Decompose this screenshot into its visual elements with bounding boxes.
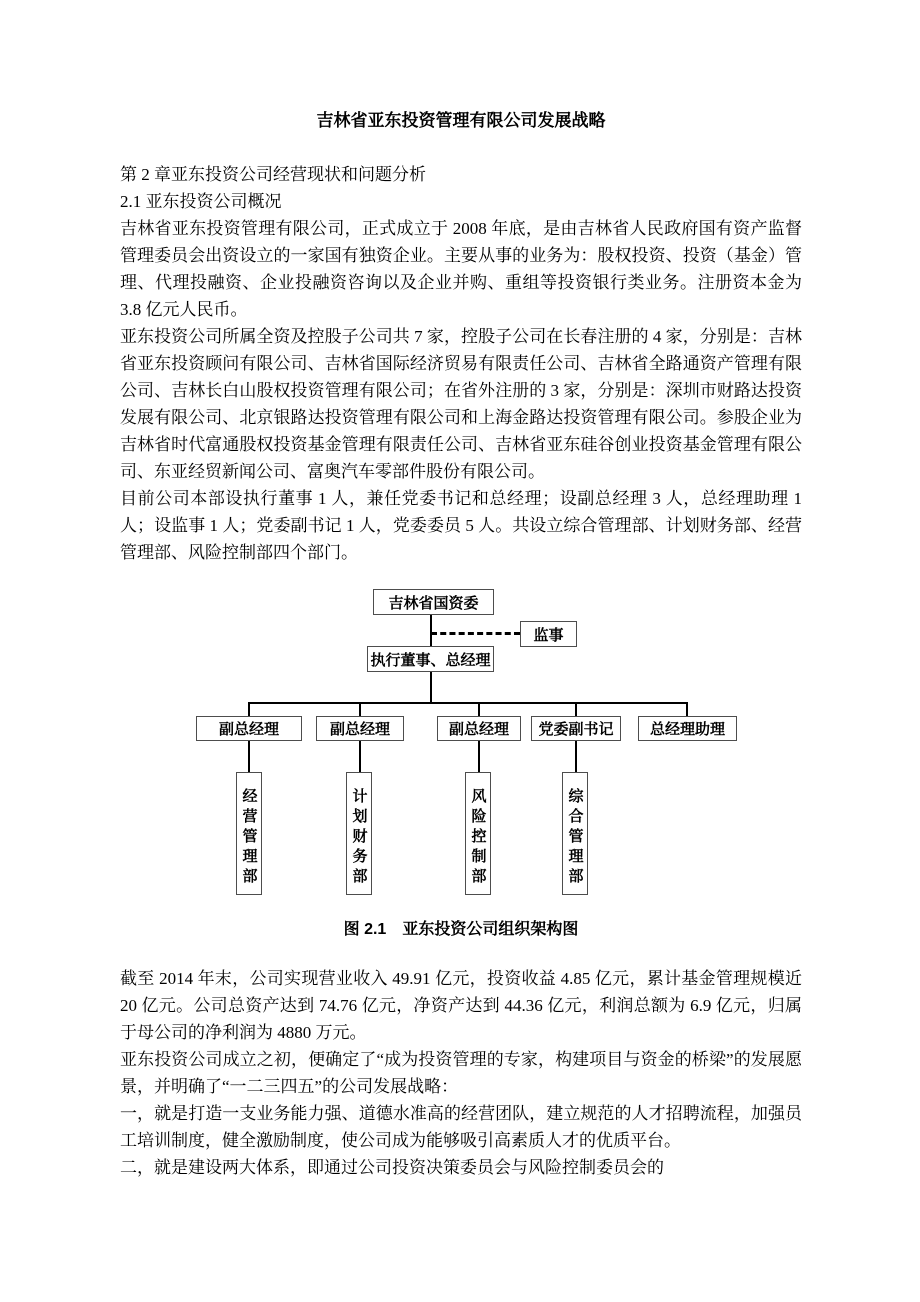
org-node-supervisor: 监事 (520, 621, 577, 647)
connector-line (575, 741, 577, 772)
connector-line (478, 741, 480, 772)
org-node-party-deputy-secretary: 党委副书记 (531, 716, 621, 741)
org-node-root: 吉林省国资委 (373, 589, 494, 615)
org-chart-caption: 图 2.1 亚东投资公司组织架构图 (343, 921, 579, 938)
paragraph-company-overview: 吉林省亚东投资管理有限公司，正式成立于 2008 年底，是由吉林省人民政府国有资产监督管理委员会出资设立的一家国有独资企业。主要从事的业务为：股权投资、投资（基金）管理、代理投融资、企业投融资咨询以及企业并购、重组等投资银行类业务。注册资本金为 3.8 亿元人民币。 (120, 219, 802, 319)
connector-line (478, 702, 480, 716)
connector-line (575, 702, 577, 716)
org-node-dept-operations-mgmt: 经营管理部 (236, 772, 262, 895)
connector-dashed-line (431, 632, 520, 635)
paragraph-strategy-one: 一，就是打造一支业务能力强、道德水准高的经营团队，建立规范的人才招聘流程，加强员工培训制度，健全激励制度，使公司成为能够吸引高素质人才的优质平台。 (120, 1104, 802, 1150)
paragraph-subsidiaries: 亚东投资公司所属全资及控股子公司共 7 家，控股子公司在长春注册的 4 家，分别是：吉林省亚东投资顾问有限公司、吉林省国际经济贸易有限责任公司、吉林省全路通资产管理有限公司、吉林长白山股权投资管理有限公司；在省外注册的 3 家，分别是：深圳市财路达投资发展有限公司、北京银路达投资管理有限公司和上海金路达投资管理有限公司。参股企业为吉林省时代富通股权投资基金管理有限责任公司、吉林省亚东硅谷创业投资基金管理有限公司、东亚经贸新闻公司、富奥汽车零部件股份有限公司。 (120, 327, 802, 481)
connector-line (248, 702, 688, 704)
chapter-heading: 第 2 章亚东投资公司经营现状和问题分析 (120, 165, 426, 184)
section-heading: 2.1 亚东投资公司概况 (120, 192, 282, 211)
document-title: 吉林省亚东投资管理有限公司发展战略 (316, 111, 606, 130)
org-node-dept-general-mgmt: 综合管理部 (562, 772, 588, 895)
paragraph-financials: 截至 2014 年末，公司实现营业收入 49.91 亿元，投资收益 4.85 亿元，累计基金管理规模近 20 亿元。公司总资产达到 74.76 亿元，净资产达到 44.36 亿元，利润总额为 6.9 亿元，归属于母公司的净利润为 4880 万元。 (120, 969, 802, 1042)
org-node-gm-assistant: 总经理助理 (638, 716, 737, 741)
paragraph-staffing: 目前公司本部设执行董事 1 人，兼任党委书记和总经理；设副总经理 3 人，总经理助理 1 人；设监事 1 人；党委副书记 1 人，党委委员 5 人。共设立综合管理部、计划财务部、经营管理部、风险控制部四个部门。 (120, 489, 802, 562)
org-node-deputy-gm-3: 副总经理 (437, 716, 521, 741)
org-node-deputy-gm-2: 副总经理 (316, 716, 404, 741)
org-node-dept-planning-finance: 计划财务部 (346, 772, 372, 895)
connector-line (686, 702, 688, 716)
org-chart (120, 582, 800, 904)
connector-line (359, 741, 361, 772)
connector-line (248, 741, 250, 772)
connector-line (430, 672, 432, 702)
connector-line (248, 702, 250, 716)
org-node-executive-director-gm: 执行董事、总经理 (367, 646, 494, 672)
org-node-deputy-gm-1: 副总经理 (196, 716, 302, 741)
connector-line (430, 615, 432, 646)
paragraph-strategy-two: 二，就是建设两大体系，即通过公司投资决策委员会与风险控制委员会的 (120, 1158, 664, 1177)
paragraph-vision: 亚东投资公司成立之初，便确定了“成为投资管理的专家，构建项目与资金的桥梁”的发展愿景，并明确了“一二三四五”的公司发展战略： (120, 1050, 802, 1096)
connector-line (359, 702, 361, 716)
org-node-dept-risk-control: 风险控制部 (465, 772, 491, 895)
